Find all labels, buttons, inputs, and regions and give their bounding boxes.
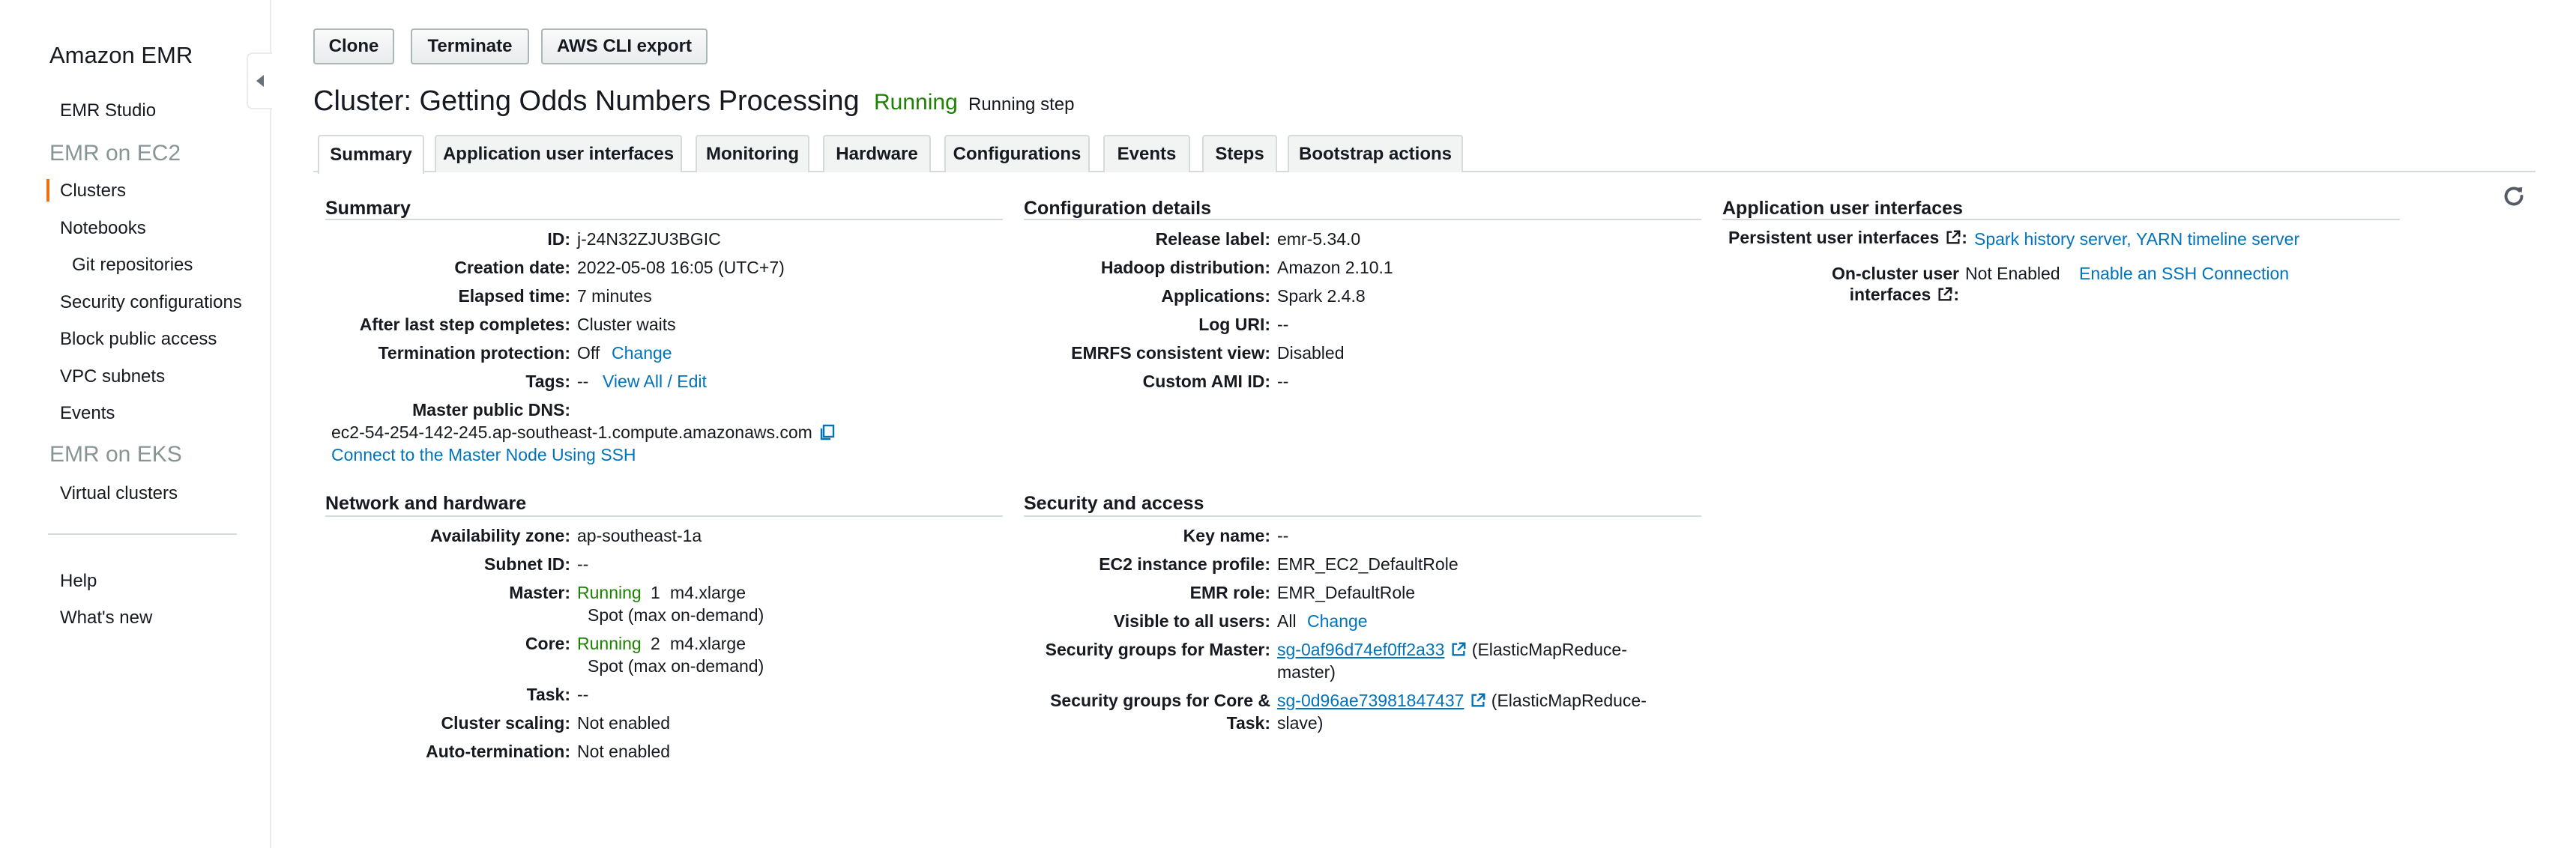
after-step-label: After last step completes: [359, 315, 570, 334]
sg-core-link[interactable]: sg-0d96ae73981847437 [1277, 691, 1465, 710]
sidebar-item-clusters[interactable]: Clusters [60, 181, 127, 201]
sidebar-item-help[interactable]: Help [60, 571, 97, 591]
instance-profile-value: EMR_EC2_DefaultRole [1277, 554, 1459, 574]
creation-date-value: 2022-05-08 16:05 (UTC+7) [577, 258, 785, 277]
master-status: Running [577, 583, 642, 602]
availability-zone-label: Availability zone: [429, 526, 570, 545]
emr-role-label: EMR role: [1189, 583, 1270, 602]
sg-master-link[interactable]: sg-0af96d74ef0ff2a33 [1277, 640, 1445, 659]
subnet-id-value: -- [577, 554, 589, 574]
yarn-timeline-server-link[interactable]: YARN timeline server [2136, 229, 2300, 249]
core-instance-type: m4.xlarge [670, 634, 746, 653]
elapsed-time-value: 7 minutes [577, 286, 652, 306]
on-cluster-ui-label-line1: On-cluster user [1832, 264, 1959, 283]
sg-master-label: Security groups for Master: [1045, 640, 1270, 659]
tags-label: Tags: [525, 372, 570, 391]
cluster-scaling-label: Cluster scaling: [441, 713, 570, 733]
core-status: Running [577, 634, 642, 653]
collapse-sidebar-icon [256, 75, 264, 87]
creation-date-label: Creation date: [454, 258, 570, 277]
sg-master-description-cont: master) [1277, 662, 1336, 682]
security-section-rule [1024, 515, 1701, 517]
sg-core-description: (ElasticMapReduce- [1491, 691, 1647, 710]
sidebar-item-events[interactable]: Events [60, 403, 115, 423]
sidebar [0, 0, 271, 848]
tab-summary[interactable]: Summary [318, 135, 424, 174]
master-instance-type: m4.xlarge [670, 583, 746, 602]
task-label: Task: [526, 685, 570, 704]
refresh-icon[interactable] [2500, 183, 2527, 210]
sidebar-section-emr-on-eks: EMR on EKS [49, 442, 182, 467]
sidebar-item-emr-studio[interactable]: EMR Studio [60, 100, 157, 121]
sidebar-title: Amazon EMR [49, 42, 193, 68]
core-purchase-option: Spot (max on-demand) [588, 656, 764, 676]
clone-button[interactable]: Clone [313, 28, 394, 64]
applications-value: Spark 2.4.8 [1277, 286, 1366, 306]
tab-steps[interactable]: Steps [1202, 135, 1277, 172]
hadoop-distribution-label: Hadoop distribution: [1100, 258, 1270, 277]
aws-cli-export-button[interactable]: AWS CLI export [541, 28, 708, 64]
network-section-rule [325, 515, 1003, 517]
master-count: 1 [651, 583, 660, 602]
tab-monitoring[interactable]: Monitoring [696, 135, 809, 172]
task-value: -- [577, 685, 589, 704]
config-section-rule [1024, 219, 1701, 220]
tab-configurations[interactable]: Configurations [944, 135, 1090, 172]
sidebar-active-indicator [46, 179, 49, 202]
sidebar-item-whats-new[interactable]: What's new [60, 608, 153, 628]
custom-ami-label: Custom AMI ID: [1142, 372, 1270, 391]
network-section-title: Network and hardware [325, 493, 527, 514]
custom-ami-value: -- [1277, 372, 1289, 391]
summary-section-rule [325, 219, 1003, 220]
applications-label: Applications: [1161, 286, 1270, 306]
sidebar-divider [48, 533, 237, 535]
master-purchase-option: Spot (max on-demand) [588, 605, 764, 625]
visible-users-change-link[interactable]: Change [1307, 611, 1368, 631]
page-title: Cluster: Getting Odds Numbers Processing [313, 85, 860, 117]
sg-core-row [1277, 691, 1647, 711]
on-cluster-ui-label-line2: interfaces : [1849, 285, 1959, 304]
instance-profile-label: EC2 instance profile: [1099, 554, 1270, 574]
auto-termination-label: Auto-termination: [426, 742, 570, 761]
tab-hardware[interactable]: Hardware [823, 135, 931, 172]
master-dns-label: Master public DNS: [412, 400, 570, 420]
sidebar-item-virtual-clusters[interactable]: Virtual clusters [60, 483, 178, 503]
collapse-sidebar-button[interactable] [247, 52, 272, 109]
log-uri-label: Log URI: [1198, 315, 1270, 334]
copy-icon[interactable] [818, 423, 836, 441]
security-section-title: Security and access [1024, 493, 1204, 514]
config-section-title: Configuration details [1024, 198, 1211, 219]
app-ui-section-title: Application user interfaces [1722, 198, 1963, 219]
sidebar-section-emr-on-ec2: EMR on EC2 [49, 141, 181, 166]
core-count: 2 [651, 634, 660, 653]
visible-users-label: Visible to all users: [1113, 611, 1270, 631]
log-uri-value: -- [1277, 315, 1289, 334]
subnet-id-label: Subnet ID: [484, 554, 570, 574]
termination-protection-value: Off [577, 343, 600, 363]
master-dns-row [331, 423, 836, 443]
emrfs-value: Disabled [1277, 343, 1345, 363]
key-name-value: -- [1277, 526, 1289, 545]
summary-section-title: Summary [325, 198, 411, 219]
tab-events[interactable]: Events [1103, 135, 1190, 172]
external-link-icon[interactable] [1450, 641, 1467, 658]
sg-core-label-line2: Task: [1226, 713, 1270, 733]
tags-view-edit-link[interactable]: View All / Edit [603, 372, 707, 391]
auto-termination-value: Not enabled [577, 742, 671, 761]
hadoop-distribution-value: Amazon 2.10.1 [1277, 258, 1393, 277]
tags-value: -- [577, 372, 589, 391]
availability-zone-value: ap-southeast-1a [577, 526, 702, 545]
cluster-status: Running [874, 90, 958, 115]
sg-core-description-cont: slave) [1277, 713, 1324, 733]
release-label-label: Release label: [1155, 229, 1270, 249]
enable-ssh-connection-link[interactable]: Enable an SSH Connection [2079, 264, 2290, 283]
cluster-scaling-value: Not enabled [577, 713, 671, 733]
cluster-substatus: Running step [968, 94, 1075, 115]
elapsed-time-label: Elapsed time: [458, 286, 570, 306]
external-link-icon [1945, 229, 1961, 246]
external-link-icon [1937, 286, 1953, 303]
sidebar-item-notebooks[interactable]: Notebooks [60, 218, 146, 238]
persistent-ui-label: Persistent user interfaces : [1728, 228, 1967, 247]
emr-role-value: EMR_DefaultRole [1277, 583, 1416, 602]
key-name-label: Key name: [1183, 526, 1270, 545]
termination-protection-label: Termination protection: [378, 343, 570, 363]
sg-master-description: (ElasticMapReduce- [1471, 640, 1627, 659]
spark-history-server-link[interactable]: Spark history server, [1974, 229, 2132, 249]
cluster-id-value: j-24N32ZJU3BGIC [577, 229, 721, 249]
external-link-icon[interactable] [1470, 692, 1486, 709]
after-step-value: Cluster waits [577, 315, 676, 334]
master-dns-value: ec2-54-254-142-245.ap-southeast-1.compute.amazonaws.com [331, 423, 812, 442]
sg-core-label-line1: Security groups for Core & [1050, 691, 1270, 710]
core-label: Core: [525, 634, 570, 653]
terminate-button[interactable]: Terminate [411, 28, 529, 64]
release-label-value: emr-5.34.0 [1277, 229, 1361, 249]
tab-bootstrap-actions[interactable]: Bootstrap actions [1288, 135, 1463, 172]
on-cluster-ui-value: Not Enabled [1965, 264, 2060, 283]
connect-ssh-link[interactable]: Connect to the Master Node Using SSH [331, 445, 636, 464]
visible-users-value: All [1277, 611, 1297, 631]
sg-master-row [1277, 640, 1627, 660]
sidebar-item-block-public-access[interactable]: Block public access [60, 329, 217, 349]
app-ui-section-rule [1722, 219, 2400, 220]
termination-protection-change-link[interactable]: Change [612, 343, 672, 363]
master-label: Master: [509, 583, 570, 602]
sidebar-item-security-configurations[interactable]: Security configurations [60, 292, 242, 312]
tab-application-user-interfaces[interactable]: Application user interfaces [435, 135, 682, 172]
sidebar-item-vpc-subnets[interactable]: VPC subnets [60, 366, 166, 387]
id-label: ID: [547, 229, 570, 249]
emrfs-label: EMRFS consistent view: [1071, 343, 1270, 363]
sidebar-item-git-repositories[interactable]: Git repositories [72, 255, 193, 275]
